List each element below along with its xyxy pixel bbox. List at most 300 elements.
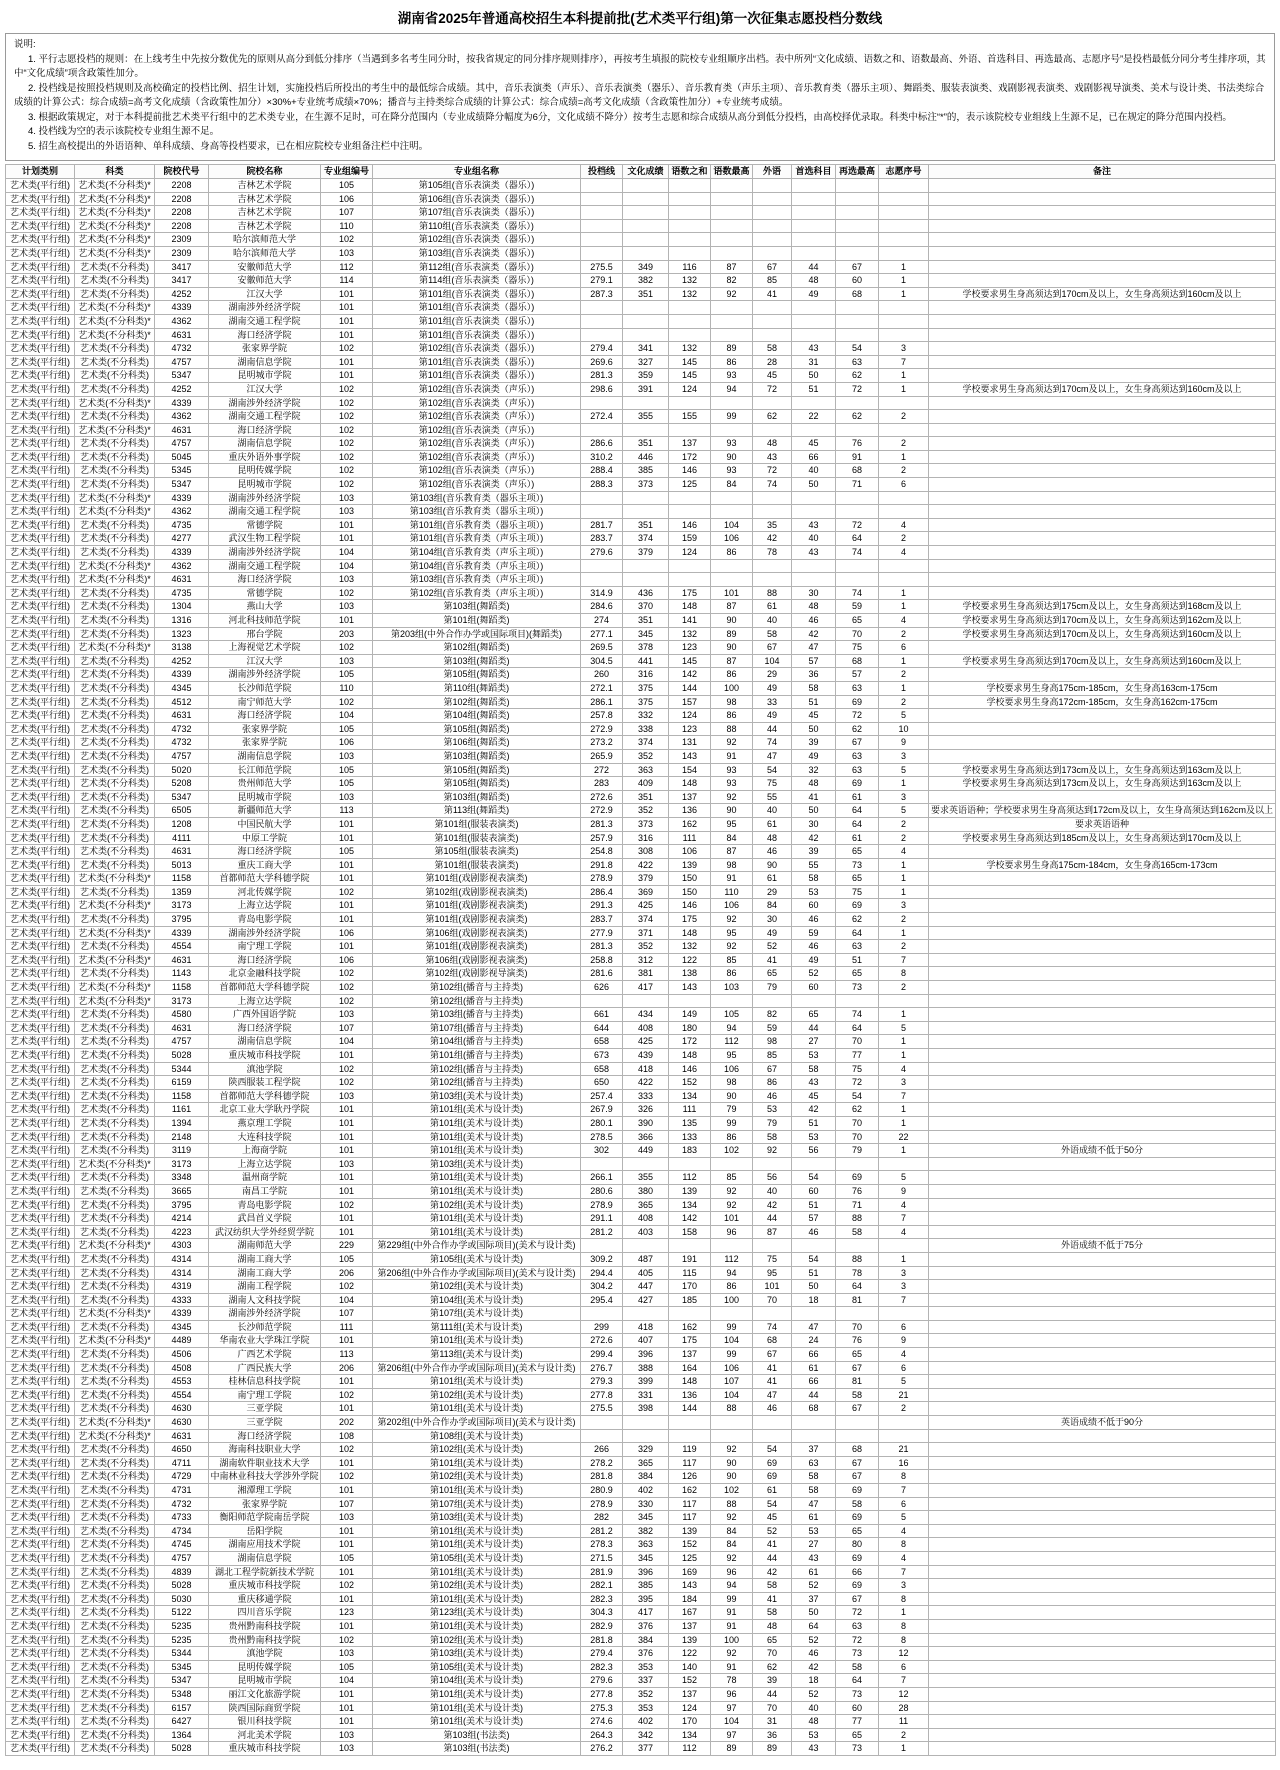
chinese-math-sum: 184: [669, 1592, 711, 1606]
subject-type: 艺术类(不分科类)*: [75, 1334, 155, 1348]
plan-type: 艺术类(平行组): [6, 1375, 75, 1389]
college-name: 陕西国际商贸学院: [209, 1701, 321, 1715]
remark: [929, 1606, 1276, 1620]
college-code: 5347: [155, 1674, 209, 1688]
table-row: [6, 518, 1276, 532]
chinese-math-max: 95: [711, 1049, 753, 1063]
table-row: [6, 1402, 1276, 1416]
table-row: [6, 1388, 1276, 1402]
chinese-math-max: 87: [711, 845, 753, 859]
choice-sequence: 1: [879, 1144, 929, 1158]
subject-type: 艺术类(不分科类): [75, 1049, 155, 1063]
chinese-math-sum: 111: [669, 1103, 711, 1117]
chinese-math-max: 99: [711, 1348, 753, 1362]
group-number: 105: [321, 763, 373, 777]
table-head: [6, 165, 1276, 179]
table-row: [6, 1089, 1276, 1103]
admission-line: 260: [581, 668, 623, 682]
group-name: 第102组(戏剧影视导演类): [373, 967, 581, 981]
subject-type: 艺术类(不分科类): [75, 1225, 155, 1239]
subject-type: 艺术类(不分科类): [75, 450, 155, 464]
remark: 学校要求男生身高须达到170cm及以上，女生身高须达到162cm及以上: [929, 614, 1276, 628]
choice-sequence: 7: [879, 1293, 929, 1307]
foreign-language: 85: [753, 1049, 792, 1063]
admission-line: 283.7: [581, 532, 623, 546]
group-number: 101: [321, 328, 373, 342]
chinese-math-max: 92: [711, 790, 753, 804]
college-code: 4630: [155, 1416, 209, 1430]
admission-line: 276.2: [581, 1742, 623, 1756]
group-number: 103: [321, 1089, 373, 1103]
reselect-max: [836, 491, 879, 505]
reselect-max: [836, 314, 879, 328]
culture-score: 326: [623, 1103, 669, 1117]
foreign-language: 48: [753, 1619, 792, 1633]
culture-score: 377: [623, 1742, 669, 1756]
first-subject: [792, 192, 836, 206]
remark: [929, 981, 1276, 995]
foreign-language: 70: [753, 1701, 792, 1715]
choice-sequence: 1: [879, 926, 929, 940]
admission-line: 626: [581, 981, 623, 995]
reselect-max: [836, 505, 879, 519]
remark: [929, 301, 1276, 315]
admission-line: 277.8: [581, 1687, 623, 1701]
choice-sequence: [879, 505, 929, 519]
first-subject: 61: [792, 1361, 836, 1375]
table-header-row: [6, 165, 1276, 179]
college-name: 湖南涉外经济学院: [209, 491, 321, 505]
first-subject: [792, 1307, 836, 1321]
table-row: [6, 314, 1276, 328]
culture-score: 345: [623, 1511, 669, 1525]
remark: [929, 790, 1276, 804]
group-name: 第105组(美术与设计类): [373, 1551, 581, 1565]
reselect-max: [836, 1157, 879, 1171]
college-name: 中国民航大学: [209, 817, 321, 831]
culture-score: [623, 192, 669, 206]
remark: [929, 369, 1276, 383]
choice-sequence: 7: [879, 953, 929, 967]
chinese-math-sum: 134: [669, 1728, 711, 1742]
chinese-math-max: [711, 179, 753, 193]
first-subject: [792, 423, 836, 437]
admission-line: 279.4: [581, 1647, 623, 1661]
culture-score: 385: [623, 464, 669, 478]
college-name: 衡阳师范学院南岳学院: [209, 1511, 321, 1525]
table-row: [6, 709, 1276, 723]
first-subject: 56: [792, 1144, 836, 1158]
plan-type: 艺术类(平行组): [6, 994, 75, 1008]
foreign-language: 67: [753, 1062, 792, 1076]
admission-line: 281.2: [581, 1225, 623, 1239]
first-subject: 60: [792, 899, 836, 913]
table-row: [6, 845, 1276, 859]
culture-score: 338: [623, 722, 669, 736]
chinese-math-max: 102: [711, 1144, 753, 1158]
foreign-language: [753, 233, 792, 247]
reselect-max: 76: [836, 1334, 879, 1348]
group-name: 第101组(戏剧影视表演类): [373, 940, 581, 954]
choice-sequence: 1: [879, 1116, 929, 1130]
admission-line: 288.4: [581, 464, 623, 478]
plan-type: 艺术类(平行组): [6, 1076, 75, 1090]
college-code: 5345: [155, 464, 209, 478]
remark: [929, 1225, 1276, 1239]
foreign-language: 87: [753, 1225, 792, 1239]
reselect-max: [836, 1416, 879, 1430]
college-code: 4711: [155, 1456, 209, 1470]
admission-line: 272.1: [581, 681, 623, 695]
plan-type: 艺术类(平行组): [6, 1728, 75, 1742]
college-code: 4223: [155, 1225, 209, 1239]
college-name: 首都师范大学科德学院: [209, 872, 321, 886]
choice-sequence: [879, 314, 929, 328]
remark: [929, 1130, 1276, 1144]
choice-sequence: 2: [879, 695, 929, 709]
college-name: 温州商学院: [209, 1171, 321, 1185]
chinese-math-sum: 137: [669, 1619, 711, 1633]
college-name: 江汉大学: [209, 382, 321, 396]
column-header-11: 首选科目: [792, 165, 836, 179]
group-name: 第101组(美术与设计类): [373, 1619, 581, 1633]
reselect-max: 63: [836, 763, 879, 777]
culture-score: [623, 1307, 669, 1321]
first-subject: 40: [792, 1701, 836, 1715]
college-code: 4735: [155, 586, 209, 600]
group-name: 第110组(舞蹈类): [373, 681, 581, 695]
remark: [929, 1687, 1276, 1701]
choice-sequence: 5: [879, 804, 929, 818]
subject-type: 艺术类(不分科类): [75, 858, 155, 872]
foreign-language: [753, 1239, 792, 1253]
choice-sequence: [879, 233, 929, 247]
admission-line: [581, 192, 623, 206]
plan-type: 艺术类(平行组): [6, 1198, 75, 1212]
choice-sequence: 8: [879, 967, 929, 981]
plan-type: 艺术类(平行组): [6, 1348, 75, 1362]
first-subject: 57: [792, 654, 836, 668]
foreign-language: 43: [753, 450, 792, 464]
choice-sequence: 1: [879, 872, 929, 886]
chinese-math-max: [711, 219, 753, 233]
chinese-math-sum: 162: [669, 1320, 711, 1334]
table-row: [6, 1606, 1276, 1620]
chinese-math-max: 96: [711, 1225, 753, 1239]
admission-line: 658: [581, 1062, 623, 1076]
admission-line: 278.2: [581, 1456, 623, 1470]
table-row: [6, 1687, 1276, 1701]
plan-type: 艺术类(平行组): [6, 1320, 75, 1334]
culture-score: 353: [623, 1701, 669, 1715]
chinese-math-sum: 132: [669, 627, 711, 641]
remark: [929, 423, 1276, 437]
college-code: 1364: [155, 1728, 209, 1742]
college-code: 4339: [155, 1307, 209, 1321]
first-subject: 52: [792, 967, 836, 981]
remark: 要求英语语种: [929, 817, 1276, 831]
choice-sequence: 2: [879, 913, 929, 927]
chinese-math-max: 78: [711, 1674, 753, 1688]
chinese-math-max: [711, 396, 753, 410]
chinese-math-max: [711, 573, 753, 587]
college-code: 2208: [155, 219, 209, 233]
reselect-max: 74: [836, 546, 879, 560]
reselect-max: [836, 206, 879, 220]
group-name: 第101组(服装表演类): [373, 817, 581, 831]
chinese-math-sum: 159: [669, 532, 711, 546]
table-row: [6, 817, 1276, 831]
first-subject: 40: [792, 532, 836, 546]
admission-line: 275.3: [581, 1701, 623, 1715]
reselect-max: 70: [836, 1116, 879, 1130]
reselect-max: 63: [836, 355, 879, 369]
remark: [929, 1375, 1276, 1389]
chinese-math-sum: 137: [669, 1348, 711, 1362]
choice-sequence: 4: [879, 845, 929, 859]
table-row: [6, 1171, 1276, 1185]
first-subject: 27: [792, 1035, 836, 1049]
first-subject: 46: [792, 940, 836, 954]
table-row: [6, 1375, 1276, 1389]
subject-type: 艺术类(不分科类): [75, 1456, 155, 1470]
remark: [929, 1266, 1276, 1280]
choice-sequence: [879, 179, 929, 193]
foreign-language: 58: [753, 1606, 792, 1620]
college-name: 河北科技师范学院: [209, 614, 321, 628]
college-code: 4362: [155, 314, 209, 328]
admission-line: [581, 246, 623, 260]
plan-type: 艺术类(平行组): [6, 790, 75, 804]
chinese-math-sum: 172: [669, 450, 711, 464]
table-row: [6, 179, 1276, 193]
college-name: 张家界学院: [209, 342, 321, 356]
choice-sequence: 7: [879, 1565, 929, 1579]
choice-sequence: 2: [879, 410, 929, 424]
chinese-math-sum: 134: [669, 1089, 711, 1103]
culture-score: 395: [623, 1592, 669, 1606]
remark: [929, 1212, 1276, 1226]
subject-type: 艺术类(不分科类): [75, 777, 155, 791]
chinese-math-sum: 139: [669, 858, 711, 872]
admission-line: 661: [581, 1008, 623, 1022]
choice-sequence: 2: [879, 981, 929, 995]
college-name: 大连科技学院: [209, 1130, 321, 1144]
foreign-language: 84: [753, 899, 792, 913]
plan-type: 艺术类(平行组): [6, 301, 75, 315]
plan-type: 艺术类(平行组): [6, 1388, 75, 1402]
first-subject: 61: [792, 1565, 836, 1579]
admission-line: 658: [581, 1035, 623, 1049]
first-subject: 43: [792, 342, 836, 356]
foreign-language: 67: [753, 260, 792, 274]
subject-type: 艺术类(不分科类): [75, 1348, 155, 1362]
college-code: 2148: [155, 1130, 209, 1144]
chinese-math-max: 100: [711, 1293, 753, 1307]
table-row: [6, 940, 1276, 954]
remark: [929, 749, 1276, 763]
chinese-math-max: 110: [711, 885, 753, 899]
first-subject: 57: [792, 1212, 836, 1226]
group-number: 102: [321, 981, 373, 995]
reselect-max: 67: [836, 1361, 879, 1375]
plan-type: 艺术类(平行组): [6, 817, 75, 831]
subject-type: 艺术类(不分科类): [75, 790, 155, 804]
college-name: 湖南交通工程学院: [209, 505, 321, 519]
chinese-math-max: 95: [711, 817, 753, 831]
college-code: 4630: [155, 1402, 209, 1416]
reselect-max: 74: [836, 1008, 879, 1022]
subject-type: 艺术类(不分科类)*: [75, 953, 155, 967]
chinese-math-max: 92: [711, 940, 753, 954]
choice-sequence: 3: [879, 1266, 929, 1280]
column-header-8: 语数之和: [669, 165, 711, 179]
first-subject: 58: [792, 1484, 836, 1498]
remark: [929, 206, 1276, 220]
group-name: 第101组(美术与设计类): [373, 1524, 581, 1538]
column-header-2: 院校代号: [155, 165, 209, 179]
first-subject: 32: [792, 763, 836, 777]
table-row: [6, 1021, 1276, 1035]
group-name: 第102组(美术与设计类): [373, 1579, 581, 1593]
culture-score: 337: [623, 1674, 669, 1688]
admission-line: [581, 179, 623, 193]
chinese-math-sum: [669, 328, 711, 342]
chinese-math-sum: 146: [669, 518, 711, 532]
remark: 学校要求男生身高175cm-184cm，女生身高165cm-173cm: [929, 858, 1276, 872]
remark: [929, 246, 1276, 260]
chinese-math-sum: 152: [669, 1538, 711, 1552]
college-name: 昆明城市学院: [209, 369, 321, 383]
college-name: 中原工学院: [209, 831, 321, 845]
group-name: 第101组(音乐表演类（器乐）): [373, 301, 581, 315]
college-code: 4757: [155, 355, 209, 369]
first-subject: 40: [792, 464, 836, 478]
college-name: 昆明城市学院: [209, 1674, 321, 1688]
college-code: 4631: [155, 953, 209, 967]
choice-sequence: 1: [879, 1606, 929, 1620]
first-subject: 43: [792, 1551, 836, 1565]
chinese-math-sum: 136: [669, 1388, 711, 1402]
column-header-6: 投档线: [581, 165, 623, 179]
table-row: [6, 981, 1276, 995]
remark: [929, 410, 1276, 424]
reselect-max: 79: [836, 1144, 879, 1158]
chinese-math-max: 97: [711, 1701, 753, 1715]
foreign-language: 58: [753, 1579, 792, 1593]
college-code: 4339: [155, 668, 209, 682]
reselect-max: 63: [836, 940, 879, 954]
plan-type: 艺术类(平行组): [6, 749, 75, 763]
plan-type: 艺术类(平行组): [6, 450, 75, 464]
subject-type: 艺术类(不分科类): [75, 478, 155, 492]
chinese-math-sum: [669, 301, 711, 315]
college-code: 1359: [155, 885, 209, 899]
chinese-math-max: [711, 246, 753, 260]
admission-line: 286.6: [581, 437, 623, 451]
group-number: 104: [321, 559, 373, 573]
first-subject: 39: [792, 736, 836, 750]
remark: [929, 1647, 1276, 1661]
plan-type: 艺术类(平行组): [6, 1225, 75, 1239]
table-row: [6, 586, 1276, 600]
chinese-math-sum: 144: [669, 681, 711, 695]
plan-type: 艺术类(平行组): [6, 953, 75, 967]
table-row: [6, 1280, 1276, 1294]
foreign-language: 59: [753, 1021, 792, 1035]
remark: [929, 1171, 1276, 1185]
foreign-language: 41: [753, 1538, 792, 1552]
admission-line: 257.8: [581, 709, 623, 723]
subject-type: 艺术类(不分科类)*: [75, 559, 155, 573]
admission-line: 277.9: [581, 926, 623, 940]
table-row: [6, 1633, 1276, 1647]
reselect-max: 73: [836, 1742, 879, 1756]
foreign-language: 88: [753, 586, 792, 600]
remark: [929, 1592, 1276, 1606]
plan-type: 艺术类(平行组): [6, 722, 75, 736]
admission-line: 272.9: [581, 722, 623, 736]
plan-type: 艺术类(平行组): [6, 410, 75, 424]
group-name: 第102组(音乐表演类（声乐）): [373, 396, 581, 410]
chinese-math-max: [711, 328, 753, 342]
plan-type: 艺术类(平行组): [6, 668, 75, 682]
group-number: 102: [321, 1062, 373, 1076]
admission-line: 282.9: [581, 1619, 623, 1633]
plan-type: 艺术类(平行组): [6, 1524, 75, 1538]
college-name: 湖南涉外经济学院: [209, 396, 321, 410]
reselect-max: 65: [836, 967, 879, 981]
first-subject: 52: [792, 1633, 836, 1647]
choice-sequence: 1: [879, 681, 929, 695]
admission-line: [581, 396, 623, 410]
culture-score: [623, 559, 669, 573]
chinese-math-sum: 143: [669, 1579, 711, 1593]
foreign-language: 39: [753, 1674, 792, 1688]
chinese-math-sum: 122: [669, 953, 711, 967]
chinese-math-sum: 185: [669, 1293, 711, 1307]
plan-type: 艺术类(平行组): [6, 1130, 75, 1144]
culture-score: 417: [623, 1606, 669, 1620]
college-name: 海口经济学院: [209, 423, 321, 437]
group-number: 102: [321, 1388, 373, 1402]
reselect-max: 72: [836, 382, 879, 396]
first-subject: 42: [792, 1103, 836, 1117]
reselect-max: 72: [836, 1076, 879, 1090]
college-name: 湖南交通工程学院: [209, 314, 321, 328]
chinese-math-sum: [669, 1239, 711, 1253]
subject-type: 艺术类(不分科类): [75, 627, 155, 641]
choice-sequence: 2: [879, 940, 929, 954]
reselect-max: 64: [836, 1021, 879, 1035]
college-code: 6159: [155, 1076, 209, 1090]
chinese-math-sum: 123: [669, 722, 711, 736]
college-code: 1394: [155, 1116, 209, 1130]
page: [0, 7, 1280, 1756]
college-name: 上海商学院: [209, 1144, 321, 1158]
choice-sequence: 8: [879, 1619, 929, 1633]
reselect-max: 63: [836, 1619, 879, 1633]
foreign-language: 49: [753, 709, 792, 723]
chinese-math-max: 102: [711, 1484, 753, 1498]
group-number: 111: [321, 1320, 373, 1334]
table-row: [6, 1103, 1276, 1117]
first-subject: 47: [792, 1497, 836, 1511]
chinese-math-max: 94: [711, 1021, 753, 1035]
subject-type: 艺术类(不分科类): [75, 1647, 155, 1661]
remark: [929, 1388, 1276, 1402]
reselect-max: 67: [836, 260, 879, 274]
